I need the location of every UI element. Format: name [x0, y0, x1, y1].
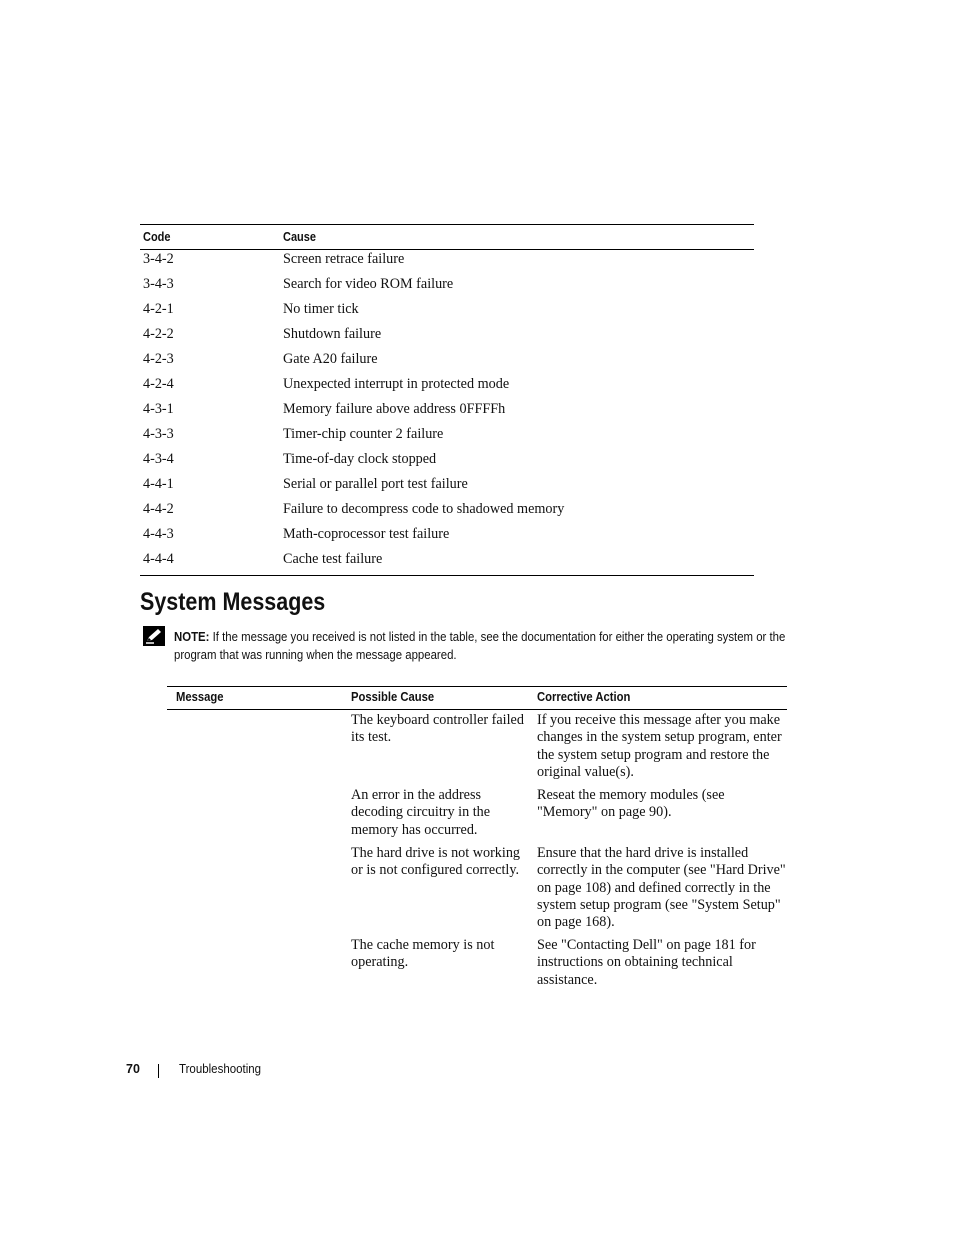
cause-cell: No timer tick: [283, 301, 359, 317]
cause-cell: Timer-chip counter 2 failure: [283, 426, 444, 442]
table-row: [167, 712, 787, 787]
table-bottom-rule: [140, 575, 754, 576]
corrective-action-cell: See "Contacting Dell" on page 181 for instructions on obtaining technical assistance.: [537, 937, 756, 988]
table-row: [140, 300, 754, 325]
cause-cell: Cache test failure: [283, 551, 383, 567]
table-row: [140, 475, 754, 500]
table-row: [140, 550, 754, 575]
table-row: [140, 250, 754, 275]
possible-cause-cell: The hard drive is not working or is not configured correctly.: [351, 845, 521, 879]
table-row: [167, 937, 787, 997]
table-row: [140, 450, 754, 475]
table-row: [167, 845, 787, 937]
table-row: [140, 425, 754, 450]
cause-cell: Gate A20 failure: [283, 351, 378, 367]
code-cell: 4-4-4: [143, 551, 174, 567]
possible-cause-cell: An error in the address decoding circuitry in the memory has occurred.: [351, 787, 491, 838]
code-cell: 3-4-3: [143, 276, 174, 292]
cause-cell: Memory failure above address 0FFFFh: [283, 401, 506, 417]
corrective-action-column-header: Corrective Action: [537, 690, 631, 704]
cause-cell: Shutdown failure: [283, 326, 382, 342]
code-cell: 4-4-1: [143, 476, 174, 492]
note-pencil-icon: [143, 626, 165, 646]
code-cell: 4-3-3: [143, 426, 174, 442]
corrective-action-cell: If you receive this message after you make changes in the system setup program, enter the system setup program and restore the original value(s).: [537, 712, 782, 780]
cause-cell: Screen retrace failure: [283, 251, 405, 267]
code-cell: 4-2-3: [143, 351, 174, 367]
system-messages-table: [167, 686, 787, 997]
code-cell: 4-4-2: [143, 501, 174, 517]
table-row: [167, 787, 787, 845]
cause-cell: Search for video ROM failure: [283, 276, 454, 292]
code-cell: 4-2-2: [143, 326, 174, 342]
corrective-action-cell: Reseat the memory modules (see "Memory" on page 90).: [537, 787, 725, 821]
cause-cell: Serial or parallel port test failure: [283, 476, 468, 492]
code-cell: 4-4-3: [143, 526, 174, 542]
code-cell: 4-3-1: [143, 401, 174, 417]
table-row: [140, 400, 754, 425]
cause-cell: Time-of-day clock stopped: [283, 451, 437, 467]
footer-separator: [158, 1064, 159, 1078]
table-row: [140, 325, 754, 350]
table-row: [140, 350, 754, 375]
messages-table-header: [167, 686, 787, 710]
cause-cell: Failure to decompress code to shadowed memory: [283, 501, 565, 517]
cause-cell: Math-coprocessor test failure: [283, 526, 450, 542]
table-row: [140, 375, 754, 400]
cause-cell: Unexpected interrupt in protected mode: [283, 376, 510, 392]
table-row: [140, 525, 754, 550]
table-row: [140, 275, 754, 300]
note-label: NOTE:: [174, 630, 210, 644]
possible-cause-column-header: Possible Cause: [351, 690, 435, 704]
note-block: [174, 629, 824, 664]
code-column-header: Code: [143, 230, 171, 244]
possible-cause-cell: The cache memory is not operating.: [351, 937, 495, 971]
code-cell: 4-2-1: [143, 301, 174, 317]
section-title: System Messages: [140, 588, 326, 616]
cause-column-header: Cause: [283, 230, 317, 244]
code-cell: 4-3-4: [143, 451, 174, 467]
message-column-header: Message: [176, 690, 224, 704]
code-cell: 4-2-4: [143, 376, 174, 392]
beep-table-header: [140, 224, 754, 250]
code-cell: 3-4-2: [143, 251, 174, 267]
note-text: If the message you received is not listed in the table, see the documentation for either the operating system or the program that was running when the message appeared.: [174, 630, 786, 662]
corrective-action-cell: Ensure that the hard drive is installed correctly in the computer (see "Hard Drive" on page 108) and defined correctly in the system setup program (see "System Setup" on page 168).: [537, 845, 786, 931]
possible-cause-cell: The keyboard controller failed its test.: [351, 712, 524, 746]
page-number: 70: [126, 1062, 140, 1076]
table-row: [140, 500, 754, 525]
footer-section-name: Troubleshooting: [179, 1062, 262, 1076]
beep-code-table: [140, 224, 754, 576]
